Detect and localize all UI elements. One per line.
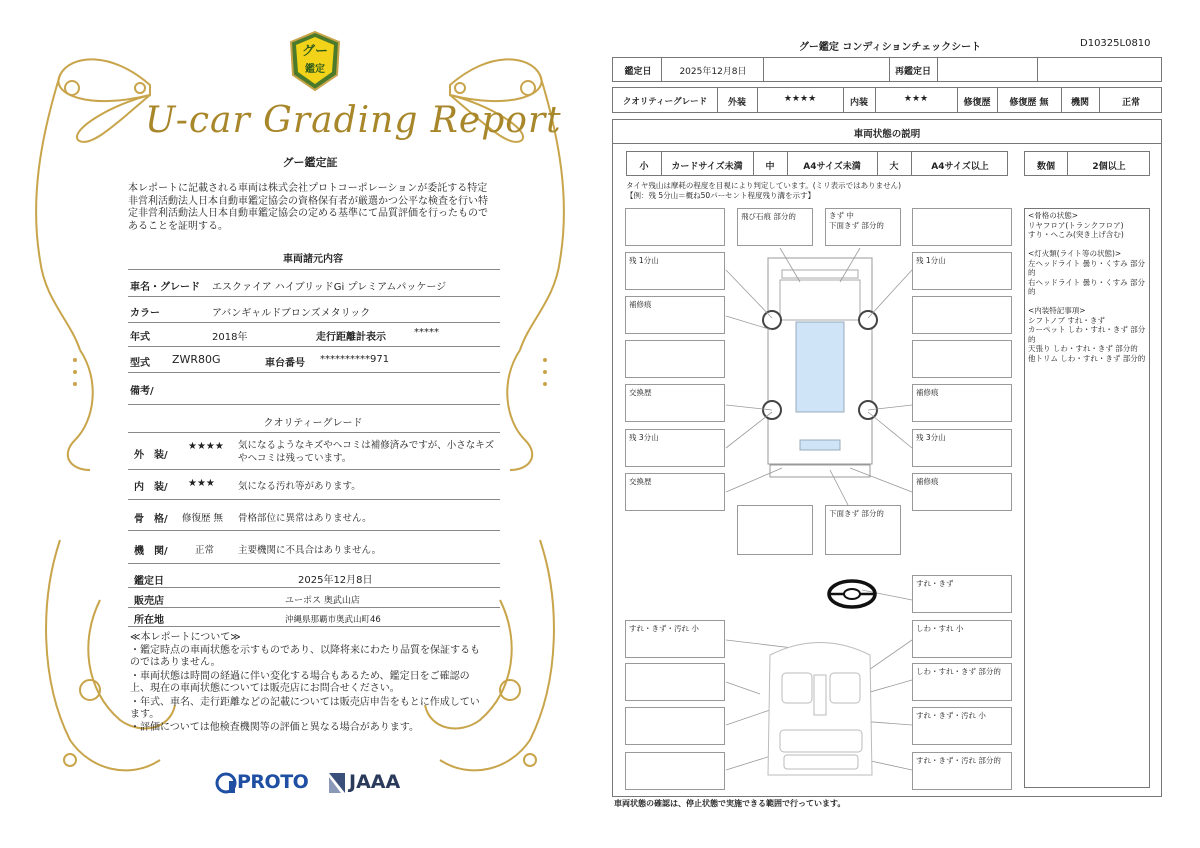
interior-label: 内装 [849,98,868,108]
legend-large: 大 [889,162,899,172]
sheet-footer-note: 車両状態の確認は、停止状態で実施できる範囲で行っています。 [614,799,846,808]
legend-mid: 中 [765,162,775,172]
vehicle-state-title: 車両状態の説明 [853,129,921,140]
model-value: ZWR80G [172,353,221,366]
mileage-label: 走行距離計表示 [316,332,386,343]
quality-grade-label: クオリティーグレード [622,97,708,107]
steering-wheel-icon [826,578,878,610]
callout-right-2 [912,296,1012,334]
callout-front-right-corner [912,208,1012,246]
frame-value: 修復歴 無 [182,513,224,524]
callout-right-6: 補修痕 [912,473,1012,511]
callout-left-1: 残 1分山 [625,252,725,290]
legend-small: 小 [639,162,649,172]
note-line-11: カーペット しわ・すれ・きず 部分的 [1028,325,1146,344]
condition-check-sheet [600,0,1200,848]
note-3: ・年式、車名、走行距離などの記載については販売店申告をもとに作成しています。 [130,697,480,720]
date-value: 2025年12月8日 [679,67,747,77]
quality-section-title: クオリティーグレード [263,418,363,429]
note-line-9: <内装特記事項> [1028,306,1086,315]
legend-small-desc: カードサイズ未満 [671,162,743,172]
address-label: 所在地 [134,615,164,626]
dealer-value: ユーポス 奥武山店 [285,596,360,606]
callout-interior-right-4: すれ・きず・汚れ 部分的 [912,752,1012,790]
interior-stars: ★★★ [903,94,929,104]
color-value: アバンギャルドブロンズメタリック [212,308,371,319]
interior-label: 内 装/ [134,482,168,493]
interior-comment: 気になる汚れ等があります。 [238,481,361,492]
note-line-1: <骨格の状態> [1028,211,1079,220]
note-line-12: 天張り しわ・すれ・きず 部分的 [1028,344,1138,353]
callout-interior-left-3 [625,707,725,745]
interior-stars: ★★★ [188,478,215,489]
report-title: U-car Grading Report [145,100,562,141]
frame-comment: 骨格部位に異常はありません。 [238,513,372,524]
mileage-value: ***** [414,327,439,338]
date-label: 鑑定日 [624,67,652,77]
legend-mid-desc: A4サイズ未満 [803,162,861,172]
callout-steering: すれ・きず [912,575,1012,613]
callout-right-1: 残 1分山 [912,252,1012,290]
reinspect-label: 再鑑定日 [894,67,931,77]
note-line-13: 他トリム しわ・すれ・きず 部分的 [1028,353,1146,363]
exterior-label: 外装 [727,98,746,108]
grading-certificate: グー 鑑定 U-car Grading Report グー鑑定証 本レポートに記載される車両は株式会社プロトコーポレーションが委託する特定非営利活動法人日本自動車鑑定協会の資格保有者が厳選かつ公平な検査を行い特定非営利活動法人日本自動車鑑定協会の定める基準にて品質評価を行ったものであることを証明する。 車両諸元内容 車名・グレード エスクァイア ハイブリッドGi プレミアムパッケージ カラー アバンギャルドブロンズメタリック 年式 2018年 走行距離計表示 ***** 型式 ZWR80G 車台番号 **********971 備考/ クオリティーグレード 外 装/ ★★★★ 気になるようなキズやヘコミは補修済みですが、小さなキズやヘコミは残っています。 内 装/ ★★★ 気になる汚れ等があります。 骨 格/ 修復歴 無 骨格部位に異常はありません。 機 関/ 正常 主要機関に不具合はありません。 鑑定日 2025年12月8日 販売店 ユーポス 奥武山店 所在地 沖縄県那覇市奥武山町46 ≪本レポートについて≫ ・鑑定時点の車両状態を示すものであり、以降将来にわたり品質を保証するものではありません。 ・車両状態は時間の経過に伴い変化する場合もあるため、鑑定日をご確認の上、現在の車両状態については販売店にお問合せください。 ・年式、車名、走行距離などの記載については販売店申告をもとに作成しています。 ・評価については他検査機関等の評価と異なる場合があります。 PROTO JAAA [0,0,600,848]
chassis-label: 車台番号 [265,358,305,369]
note-1: ・鑑定時点の車両状態を示すものであり、以降将来にわたり品質を保証するものではありません。 [130,645,480,668]
note-2: ・車両状態は時間の経過に伴い変化する場合もあるため、鑑定日をご確認の上、現在の車両状態については販売店にお問合せください。 [130,671,470,694]
note-line-2: リヤフロア(トランクフロア) [1028,220,1124,230]
remarks-label: 備考/ [130,386,154,397]
car-interior-diagram [760,635,880,785]
repair-history-label: 修復歴 [963,98,991,108]
exterior-label: 外 装/ [134,450,168,461]
callout-left-2: 補修痕 [625,296,725,334]
exterior-stars: ★★★★ [783,94,817,104]
spec-section-title: 車両諸元内容 [283,254,343,265]
dealer-label: 販売店 [134,596,164,607]
frame-label: 骨 格/ [134,514,168,525]
certificate-intro: 本レポートに記載される車両は株式会社プロトコーポレーションが委託する特定非営利活動法人日本自動車鑑定協会の資格保有者が厳選かつ公平な検査を行い特定非営利活動法人日本自動車鑑定協会の定める基準にて品質評価を行ったものであることを証明する。 [128,183,488,232]
sheet-title: グー鑑定 コンディションチェックシート [798,42,982,53]
callout-right-3 [912,340,1012,378]
repair-history-value: 修復歴 無 [1009,98,1049,108]
callout-interior-left-4 [625,752,725,790]
tire-note-2: 【例：残 5分山＝概ね50パーセント程度残り溝を示す】 [626,191,816,200]
inspection-date-label: 鑑定日 [134,576,164,587]
callout-interior-left-1: すれ・きず・汚れ 小 [625,620,725,658]
tire-note-1: タイヤ残山は摩耗の程度を目視により判定しています。(ミリ表示ではありません) [626,181,902,190]
year-label: 年式 [130,332,150,343]
badge-text-top: グー [301,44,328,59]
legend-large-desc: A4サイズ以上 [931,162,989,172]
engine-value: 正常 [195,545,215,556]
callout-left-6: 交換歴 [625,473,725,511]
goo-kantei-badge [287,30,343,92]
callout-front-left-corner [625,208,725,246]
callout-rear-bottom-2: 下面きず 部分的 [825,505,901,555]
callout-interior-right-3: すれ・きず・汚れ 小 [912,707,1012,745]
engine-label: 機関 [1070,98,1089,108]
callout-front-top-1: 飛び石痕 部分的 [737,208,813,246]
car-name-value: エスクァイア ハイブリッドGi プレミアムパッケージ [212,282,447,293]
note-4: ・評価については他検査機関等の評価と異なる場合があります。 [130,722,419,733]
callout-rear-bottom-1 [737,505,813,555]
inspection-date-value: 2025年12月8日 [298,575,373,586]
callout-interior-left-2 [625,663,725,701]
callout-left-5: 残 3分山 [625,429,725,467]
document-id: D10325L0810 [1080,38,1151,49]
engine-comment: 主要機関に不具合はありません。 [238,545,382,556]
engine-value: 正常 [1121,98,1140,108]
callout-right-4: 補修痕 [912,384,1012,422]
car-name-label: 車名・グレード [130,282,200,293]
note-line-7: 右ヘッドライト 曇り・くすみ 部分的 [1028,277,1146,296]
about-report-title: ≪本レポートについて≫ [130,632,241,643]
callout-left-3 [625,340,725,378]
color-label: カラー [130,308,160,319]
engine-label: 機 関/ [134,546,168,557]
special-notes-panel [1024,208,1150,788]
year-value: 2018年 [212,332,248,343]
callout-left-4: 交換歴 [625,384,725,422]
legend-count-desc: 2個以上 [1092,162,1126,172]
address-value: 沖縄県那覇市奥武山町46 [285,615,381,625]
chassis-value: **********971 [320,354,390,365]
callout-interior-right-1: しわ・すれ 小 [912,620,1012,658]
note-line-10: シフトノブ すれ・きず [1028,315,1105,325]
model-label: 型式 [130,358,150,369]
note-line-3: すり・へこみ(突き上げ含む) [1028,230,1124,239]
certificate-heading: グー鑑定証 [282,156,338,169]
callout-interior-right-2: しわ・すれ・きず 部分的 [912,663,1012,701]
exterior-comment: 気になるようなキズやヘコミは補修済みですが、小さなキズやヘコミは残っています。 [238,440,495,464]
callout-right-5: 残 3分山 [912,429,1012,467]
exterior-stars: ★★★★ [188,441,224,452]
note-line-6: 左ヘッドライト 曇り・くすみ 部分的 [1028,258,1146,277]
badge-text-bottom: 鑑定 [305,64,325,75]
legend-count: 数個 [1036,162,1055,172]
callout-front-top-2: きず 中 下面きず 部分的 [825,208,901,246]
note-line-5: <灯火類(ライト等の状態)> [1028,249,1122,258]
